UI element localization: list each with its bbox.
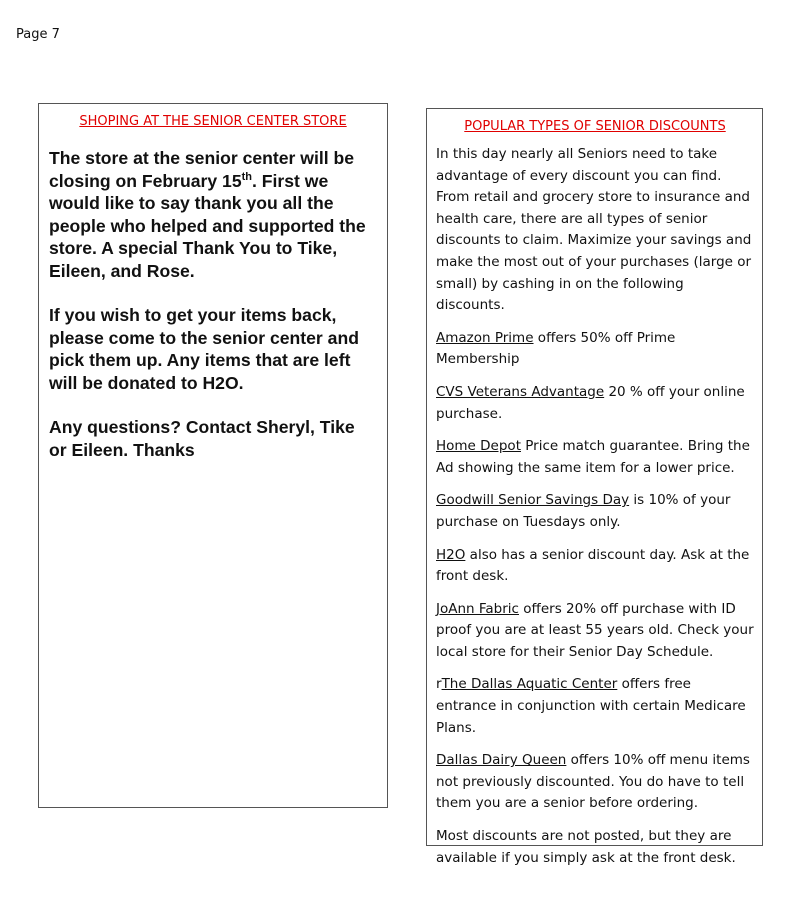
discount-description: also has a senior discount day. Ask at the front desk.: [436, 546, 750, 585]
ordinal-suffix: th: [241, 170, 252, 183]
page-number: Page 7: [16, 27, 60, 42]
paragraph-text: . First we would like to say thank you all the people who helped and supported the store. A special Thank You to Tike, Eileen, and Rose.: [49, 170, 366, 281]
paragraph-text: The store at the senior center will be closing on February 15: [49, 148, 355, 191]
discount-item: [436, 545, 754, 588]
contact-paragraph: Any questions? Contact Sheryl, Tike or Eileen. Thanks: [49, 417, 355, 460]
discount-item: [436, 599, 754, 664]
discount-item: [436, 436, 754, 479]
closing-paragraph: Most discounts are not posted, but they are available if you simply ask at the front desk.: [436, 828, 736, 866]
article-body: [49, 147, 377, 461]
discount-item: [436, 490, 754, 533]
senior-center-store-article: [38, 103, 388, 808]
discount-description: offers 20% off purchase with ID proof you are at least 55 years old. Check your local store for their Senior Day Schedule.: [436, 600, 754, 660]
discount-provider-name: H2O: [436, 546, 466, 563]
discount-item: [436, 750, 754, 815]
discount-provider-name: Amazon Prime: [436, 329, 534, 346]
discount-provider-name: CVS Veterans Advantage: [436, 383, 605, 400]
discount-list: [436, 328, 754, 815]
discount-description: Price match guarantee. Bring the Ad showing the same item for a lower price.: [436, 438, 750, 476]
discount-item: [436, 382, 754, 425]
discount-item: [436, 328, 754, 371]
stray-character: r: [436, 676, 442, 693]
article-body: [436, 144, 754, 869]
discount-provider-name: JoAnn Fabric: [436, 600, 519, 617]
intro-paragraph: In this day nearly all Seniors need to take advantage of every discount you can find. From retail and grocery store to insurance and health care, there are all types of senior discounts to claim. Maximize your savings and make the most out of your purchases (large or small) by cashing in on the following discounts.: [436, 146, 752, 314]
article-heading: SHOPING AT THE SENIOR CENTER STORE: [79, 114, 347, 129]
closing-announcement-paragraph: [49, 147, 377, 282]
discount-item: [436, 674, 754, 739]
discount-description: offers 10% off menu items not previously discounted. You do have to tell them you are a senior before ordering.: [436, 752, 750, 812]
discount-provider-name: Goodwill Senior Savings Day: [436, 492, 630, 509]
senior-discounts-article: [426, 108, 763, 866]
discount-provider-name: Home Depot: [436, 438, 521, 455]
discount-description: offers free entrance in conjunction with certain Medicare Plans.: [436, 676, 746, 736]
discount-description: 20 % off your online purchase.: [436, 383, 745, 422]
discount-provider-name: The Dallas Aquatic Center: [441, 676, 618, 693]
discount-description: offers 50% off Prime Membership: [436, 329, 676, 368]
article-heading: POPULAR TYPES OF SENIOR DISCOUNTS: [464, 119, 726, 134]
discount-provider-name: Dallas Dairy Queen: [436, 752, 567, 769]
discount-description: is 10% of your purchase on Tuesdays only.: [436, 492, 731, 530]
pickup-paragraph: If you wish to get your items back, please come to the senior center and pick them up. Any items that are left will be donated to H2O.: [49, 305, 359, 393]
